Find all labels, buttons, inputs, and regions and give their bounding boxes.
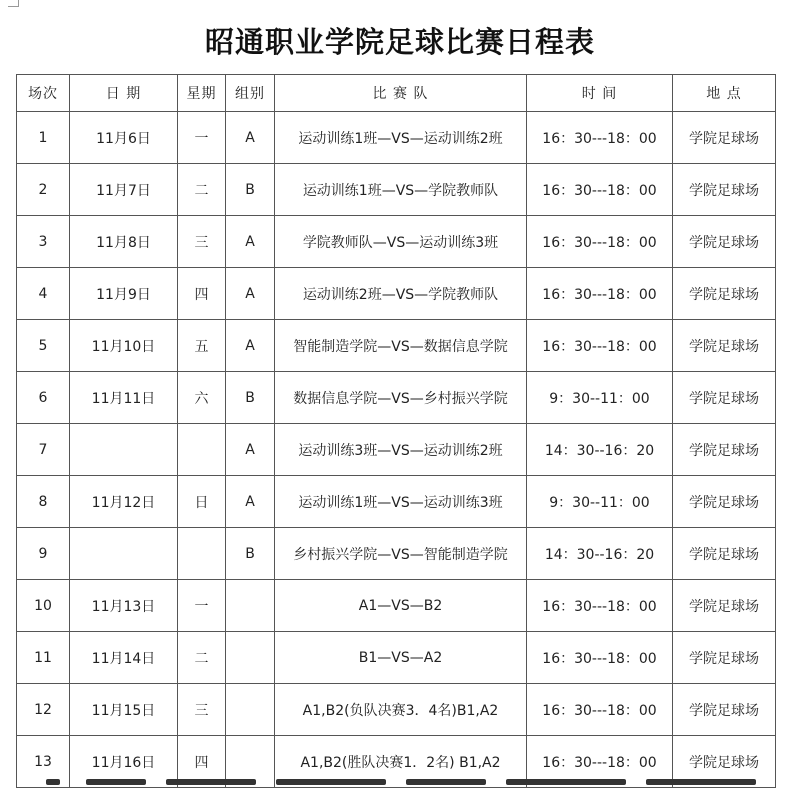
time-cell: 16：30---18：00 <box>527 112 673 164</box>
group-cell: A <box>226 216 275 268</box>
header-teams: 比 赛 队 <box>275 75 527 112</box>
match-no-cell: 10 <box>17 580 70 632</box>
schedule-table <box>16 74 776 788</box>
venue-cell: 学院足球场 <box>673 736 776 788</box>
date-cell: 11月12日 <box>70 476 178 528</box>
match-no-cell: 2 <box>17 164 70 216</box>
table-row <box>17 528 776 580</box>
match-no-cell: 11 <box>17 632 70 684</box>
weekday-cell: 三 <box>178 684 226 736</box>
date-cell: 11月7日 <box>70 164 178 216</box>
table-row <box>17 112 776 164</box>
match-no-cell: 5 <box>17 320 70 372</box>
time-cell: 14：30--16：20 <box>527 424 673 476</box>
header-date: 日 期 <box>70 75 178 112</box>
weekday-cell: 日 <box>178 476 226 528</box>
teams-cell: A1,B2(胜队决赛1．2名) B1,A2 <box>275 736 527 788</box>
match-no-cell: 8 <box>17 476 70 528</box>
date-cell: 11月16日 <box>70 736 178 788</box>
table-row <box>17 632 776 684</box>
venue-cell: 学院足球场 <box>673 684 776 736</box>
match-no-cell: 1 <box>17 112 70 164</box>
venue-cell: 学院足球场 <box>673 268 776 320</box>
teams-cell: 运动训练2班—VS—学院教师队 <box>275 268 527 320</box>
group-cell: A <box>226 112 275 164</box>
weekday-cell: 五 <box>178 320 226 372</box>
table-row <box>17 164 776 216</box>
weekday-cell <box>178 424 226 476</box>
match-no-cell: 7 <box>17 424 70 476</box>
weekday-cell: 四 <box>178 736 226 788</box>
time-cell: 16：30---18：00 <box>527 580 673 632</box>
group-cell <box>226 684 275 736</box>
cut-off-text-line <box>16 777 775 787</box>
weekday-cell: 二 <box>178 164 226 216</box>
table-row <box>17 424 776 476</box>
match-no-cell: 13 <box>17 736 70 788</box>
teams-cell: 运动训练3班—VS—运动训练2班 <box>275 424 527 476</box>
group-cell: B <box>226 372 275 424</box>
match-no-cell: 12 <box>17 684 70 736</box>
date-cell: 11月15日 <box>70 684 178 736</box>
group-cell: B <box>226 528 275 580</box>
teams-cell: A1—VS—B2 <box>275 580 527 632</box>
time-cell: 9：30--11：00 <box>527 476 673 528</box>
table-row <box>17 684 776 736</box>
page-corner-mark <box>8 0 19 7</box>
time-cell: 16：30---18：00 <box>527 320 673 372</box>
teams-cell: 乡村振兴学院—VS—智能制造学院 <box>275 528 527 580</box>
date-cell <box>70 528 178 580</box>
date-cell: 11月13日 <box>70 580 178 632</box>
table-row <box>17 268 776 320</box>
teams-cell: B1—VS—A2 <box>275 632 527 684</box>
date-cell: 11月6日 <box>70 112 178 164</box>
group-cell: A <box>226 320 275 372</box>
venue-cell: 学院足球场 <box>673 216 776 268</box>
header-weekday: 星期 <box>178 75 226 112</box>
header-match-no: 场次 <box>17 75 70 112</box>
date-cell <box>70 424 178 476</box>
time-cell: 16：30---18：00 <box>527 216 673 268</box>
table-row <box>17 580 776 632</box>
teams-cell: A1,B2(负队决赛3．4名)B1,A2 <box>275 684 527 736</box>
group-cell: A <box>226 268 275 320</box>
venue-cell: 学院足球场 <box>673 112 776 164</box>
weekday-cell: 一 <box>178 112 226 164</box>
time-cell: 16：30---18：00 <box>527 684 673 736</box>
date-cell: 11月14日 <box>70 632 178 684</box>
weekday-cell: 一 <box>178 580 226 632</box>
venue-cell: 学院足球场 <box>673 320 776 372</box>
match-no-cell: 9 <box>17 528 70 580</box>
table-row <box>17 372 776 424</box>
match-no-cell: 6 <box>17 372 70 424</box>
table-row <box>17 216 776 268</box>
time-cell: 16：30---18：00 <box>527 736 673 788</box>
time-cell: 16：30---18：00 <box>527 268 673 320</box>
weekday-cell: 三 <box>178 216 226 268</box>
time-cell: 14：30--16：20 <box>527 528 673 580</box>
table-header-row <box>17 75 776 112</box>
date-cell: 11月9日 <box>70 268 178 320</box>
venue-cell: 学院足球场 <box>673 632 776 684</box>
date-cell: 11月11日 <box>70 372 178 424</box>
venue-cell: 学院足球场 <box>673 528 776 580</box>
date-cell: 11月10日 <box>70 320 178 372</box>
date-cell: 11月8日 <box>70 216 178 268</box>
group-cell: A <box>226 424 275 476</box>
time-cell: 16：30---18：00 <box>527 164 673 216</box>
match-no-cell: 4 <box>17 268 70 320</box>
teams-cell: 学院教师队—VS—运动训练3班 <box>275 216 527 268</box>
weekday-cell <box>178 528 226 580</box>
time-cell: 16：30---18：00 <box>527 632 673 684</box>
venue-cell: 学院足球场 <box>673 476 776 528</box>
table-row <box>17 320 776 372</box>
weekday-cell: 六 <box>178 372 226 424</box>
teams-cell: 数据信息学院—VS—乡村振兴学院 <box>275 372 527 424</box>
venue-cell: 学院足球场 <box>673 372 776 424</box>
teams-cell: 运动训练1班—VS—运动训练3班 <box>275 476 527 528</box>
venue-cell: 学院足球场 <box>673 164 776 216</box>
venue-cell: 学院足球场 <box>673 424 776 476</box>
group-cell: B <box>226 164 275 216</box>
weekday-cell: 二 <box>178 632 226 684</box>
group-cell <box>226 580 275 632</box>
header-venue: 地 点 <box>673 75 776 112</box>
teams-cell: 智能制造学院—VS—数据信息学院 <box>275 320 527 372</box>
header-group: 组别 <box>226 75 275 112</box>
weekday-cell: 四 <box>178 268 226 320</box>
time-cell: 9：30--11：00 <box>527 372 673 424</box>
teams-cell: 运动训练1班—VS—运动训练2班 <box>275 112 527 164</box>
teams-cell: 运动训练1班—VS—学院教师队 <box>275 164 527 216</box>
page-title: 昭通职业学院足球比赛日程表 <box>204 25 595 59</box>
group-cell: A <box>226 476 275 528</box>
match-no-cell: 3 <box>17 216 70 268</box>
table-row <box>17 476 776 528</box>
group-cell <box>226 632 275 684</box>
header-time: 时 间 <box>527 75 673 112</box>
venue-cell: 学院足球场 <box>673 580 776 632</box>
